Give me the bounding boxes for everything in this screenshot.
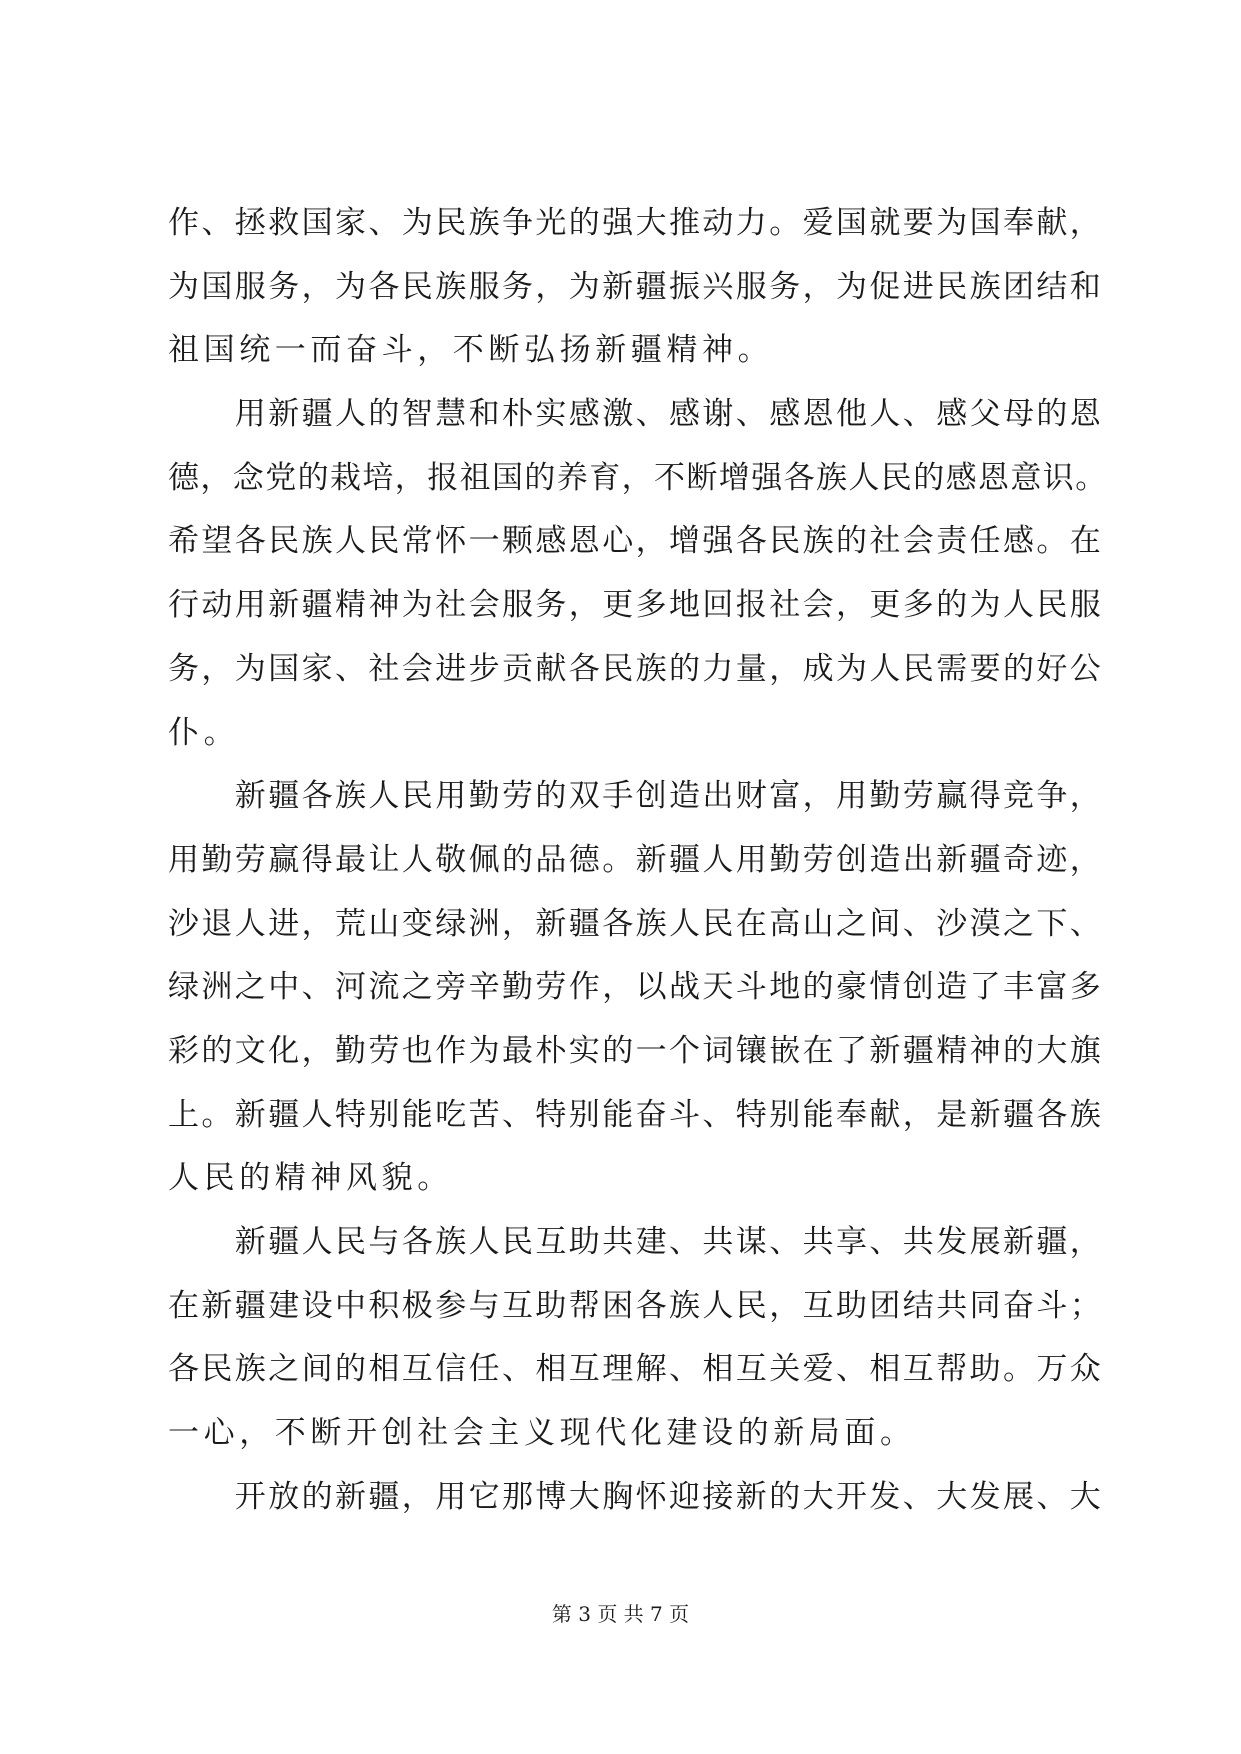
page-number-label: 第 3 页 共 7 页 — [551, 1602, 690, 1626]
text-line: 德，念党的栽培，报祖国的养育，不断增强各族人民的感恩意识。 — [168, 459, 1108, 496]
text-line: 各民族之间的相互信任、相互理解、相互关爱、相互帮助。万众 — [168, 1351, 1104, 1388]
text-line: 开放的新疆，用它那博大胸怀迎接新的大开发、大发展、大 — [168, 1478, 1104, 1515]
text-line: 作、拯救国家、为民族争光的强大推动力。爱国就要为国奉献， — [168, 205, 1104, 241]
text-line: 用勤劳赢得最让人敬佩的品德。新疆人用勤劳创造出新疆奇迹， — [168, 841, 1104, 878]
text-line: 一心，不断开创社会主义现代化建设的新局面。 — [168, 1415, 916, 1452]
text-line: 行动用新疆精神为社会服务，更多地回报社会，更多的为人民服 — [168, 587, 1104, 624]
text-line: 人民的精神风貌。 — [168, 1160, 453, 1197]
body-text — [168, 192, 1108, 1529]
page-footer — [0, 1599, 1241, 1629]
text-line: 彩的文化，勤劳也作为最朴实的一个词镶嵌在了新疆精神的大旗 — [168, 1032, 1104, 1069]
text-line: 新疆人民与各族人民互助共建、共谋、共享、共发展新疆， — [168, 1224, 1104, 1260]
text-line: 仆。 — [168, 714, 240, 751]
text-line: 绿洲之中、河流之旁辛勤劳作，以战天斗地的豪情创造了丰富多 — [168, 969, 1104, 1006]
text-line: 务，为国家、社会进步贡献各民族的力量，成为人民需要的好公 — [168, 650, 1104, 687]
text-line: 沙退人进，荒山变绿洲，新疆各族人民在高山之间、沙漠之下、 — [168, 905, 1104, 942]
text-line: 祖国统一而奋斗，不断弘扬新疆精神。 — [168, 332, 774, 369]
text-line: 上。新疆人特别能吃苦、特别能奋斗、特别能奉献，是新疆各族 — [168, 1096, 1104, 1133]
text-line: 用新疆人的智慧和朴实感激、感谢、感恩他人、感父母的恩 — [168, 396, 1104, 433]
text-line: 新疆各族人民用勤劳的双手创造出财富，用勤劳赢得竞争， — [168, 778, 1104, 815]
text-line: 在新疆建设中积极参与互助帮困各族人民，互助团结共同奋斗； — [168, 1287, 1104, 1324]
text-line: 希望各民族人民常怀一颗感恩心，增强各民族的社会责任感。在 — [168, 523, 1104, 560]
text-line: 为国服务，为各民族服务，为新疆振兴服务，为促进民族团结和 — [168, 268, 1104, 305]
